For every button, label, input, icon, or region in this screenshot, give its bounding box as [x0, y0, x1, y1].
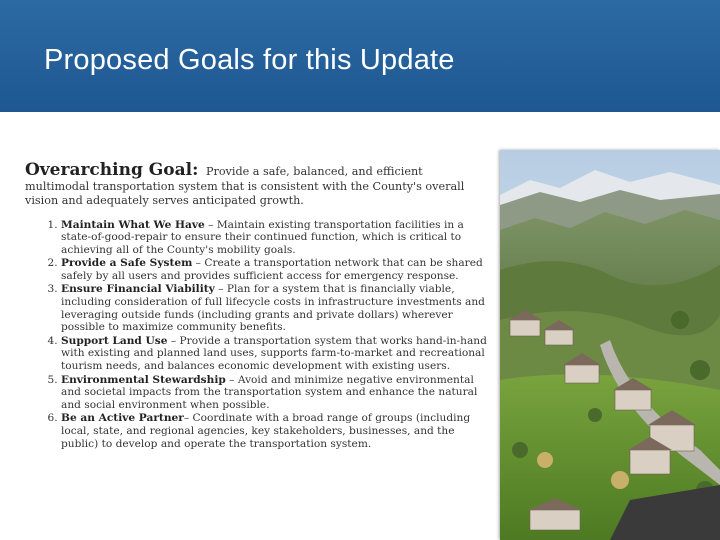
- overarching-goal-text: Provide a safe, balanced, and efficient multimodal transportation system that is consistent with the County's overall vision and adequately serves anticipated growth.: [25, 165, 465, 207]
- goal-title: Be an Active Partner: [61, 412, 184, 425]
- goal-text: Create a transportation network that can be shared safely by all users and provides sufficient access for emergency response.: [61, 257, 483, 282]
- goal-text: Provide a transportation system that works hand-in-hand with existing and planned land uses, supports farm-to-market and recreational tourism needs, and balances economic development with existing users.: [61, 334, 487, 373]
- goal-title: Provide a Safe System: [61, 257, 193, 270]
- slide-title: Proposed Goals for this Update: [44, 44, 455, 76]
- goal-text: Plan for a system that is financially viable, including consideration of full lifecycle costs in infrastructure investments and leveraging outside funds (including grants and private dollars) wherever possible to maximize community benefits.: [61, 283, 485, 334]
- goal-item: 5. Environmental Stewardship – Avoid and minimize negative environmental and societal impacts from the transportation system and enhance the natural and social environment when possible.: [61, 374, 488, 412]
- goal-list: [25, 219, 488, 451]
- title-banner: [0, 0, 720, 112]
- goals-content: [25, 160, 488, 451]
- goal-item: 3. Ensure Financial Viability – Plan for a system that is financially viable, including consideration of full lifecycle costs in infrastructure investments and leveraging outside funds (including grants and private dollars) wherever possible to maximize community benefits.: [61, 283, 488, 333]
- goal-item: 6. Be an Active Partner– Coordinate with a broad range of groups (including local, state, and regional agencies, key stakeholders, businesses, and the public) to develop and operate the transportation system.: [61, 412, 488, 450]
- goal-item: 1. Maintain What We Have – Maintain existing transportation facilities in a state-of-good-repair to ensure their continued function, which is critical to achieving all of the County's mobility goals.: [61, 219, 488, 257]
- goal-text: Maintain existing transportation facilities in a state-of-good-repair to ensure their continued function, which is critical to achieving all of the County's mobility goals.: [61, 218, 464, 256]
- overarching-goal: [25, 160, 488, 209]
- overarching-goal-label: Overarching Goal:: [25, 160, 199, 180]
- goal-title: Support Land Use: [61, 334, 168, 347]
- goal-text: Avoid and minimize negative environmental and societal impacts from the transportation system and enhance the natural and social environment when possible.: [61, 373, 478, 411]
- goal-item: 2. Provide a Safe System – Create a transportation network that can be shared safely by all users and provides sufficient access for emergency response.: [61, 257, 488, 282]
- goal-title: Ensure Financial Viability: [61, 283, 215, 296]
- goal-title: Environmental Stewardship: [61, 373, 226, 386]
- landscape-illustration: [500, 150, 720, 540]
- goal-text: Coordinate with a broad range of groups (including local, state, and regional agencies, key stakeholders, businesses, and the public) to develop and operate the transportation system.: [61, 412, 471, 450]
- landscape-photo: [500, 150, 720, 540]
- goal-title: Maintain What We Have: [61, 218, 205, 231]
- goal-item: 4. Support Land Use – Provide a transportation system that works hand-in-hand with existing and planned land uses, supports farm-to-market and recreational tourism needs, and balances economic development with existing users.: [61, 335, 488, 373]
